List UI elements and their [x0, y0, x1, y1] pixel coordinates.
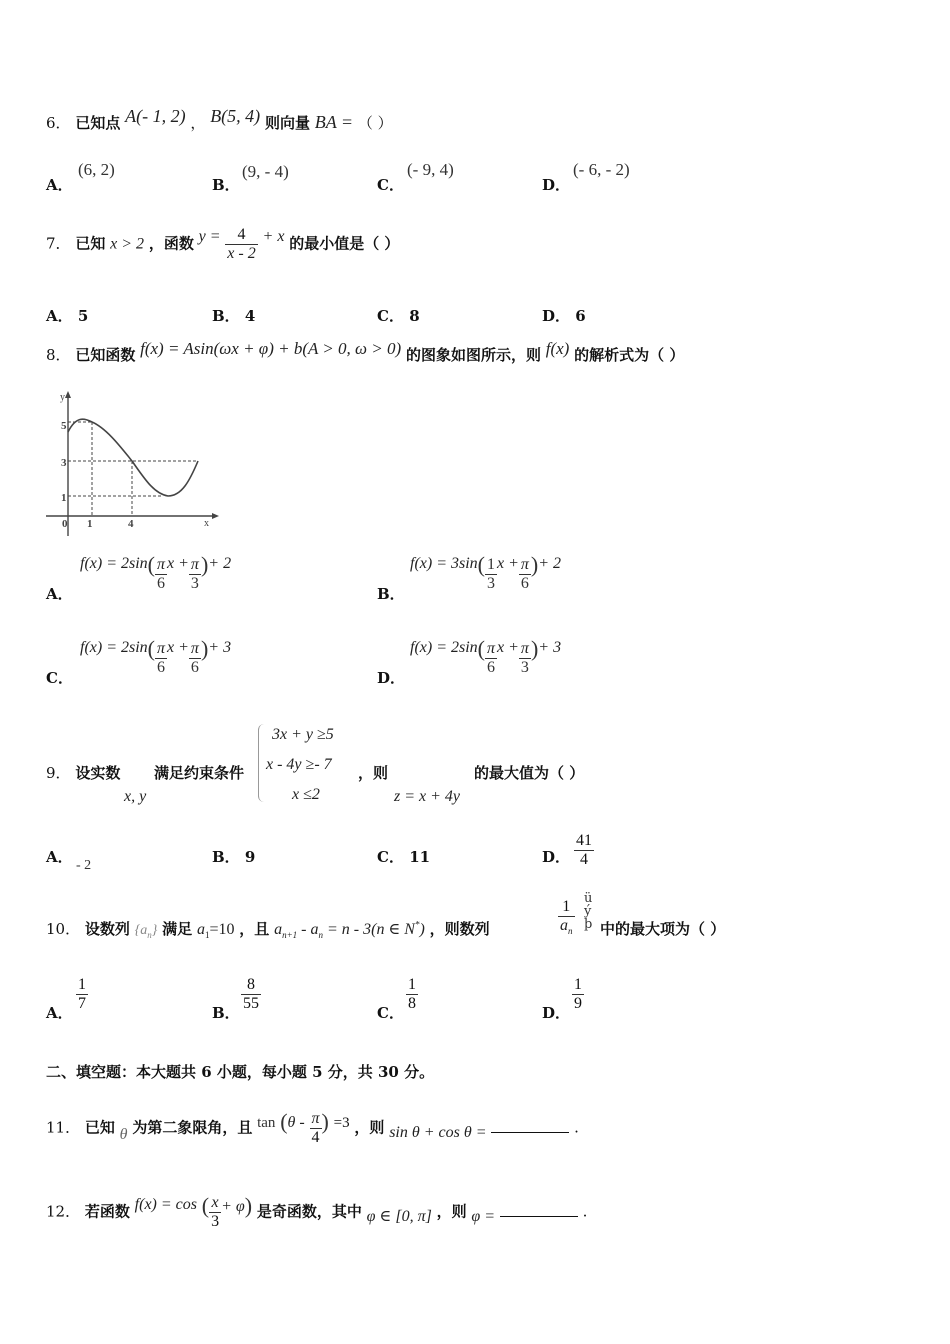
q8-stem-post: 的解析式为（ ） — [574, 346, 685, 364]
q9-constraint-1: 3x + y ≥5 — [272, 726, 334, 743]
q8-b-rparen: ) — [530, 552, 539, 578]
q8-b-lparen: ( — [477, 552, 485, 578]
q11-frac-den: 4 — [310, 1128, 322, 1147]
q12-lparen: ( — [201, 1192, 210, 1218]
q11-frac-num: π — [311, 1110, 320, 1127]
q9-option-a-label: A． — [46, 848, 73, 866]
q8-c-pre: f(x) = 2sin — [80, 639, 148, 657]
q8-d-mid: x + — [497, 639, 519, 657]
q8-option-b-value — [410, 552, 562, 593]
q10-a1-val: =10 — [209, 921, 235, 938]
q7-option-c — [377, 305, 420, 326]
q7-option-d-value: 6 — [575, 307, 586, 325]
q10-option-d-label: D． — [542, 1004, 571, 1022]
q11-then: ，则 — [354, 1118, 385, 1137]
q10-seq: $\{a_n\}$ — [134, 923, 158, 940]
q10-rec3-sup: * — [414, 919, 420, 930]
q7-option-b-label: B． — [212, 307, 240, 325]
q8-a-mid: x + — [167, 555, 189, 573]
q8-c-frac1-den: 6 — [155, 658, 167, 677]
q11-tan: tan — [257, 1114, 276, 1131]
q10-inv-den-sub: n — [568, 926, 573, 937]
q6-option-a-value: (6, 2) — [78, 160, 115, 179]
q9-brace — [258, 724, 265, 802]
q9-option-c — [377, 846, 430, 867]
q7-option-a-label: A． — [46, 307, 73, 325]
q8-a-pre: f(x) = 2sin — [80, 555, 148, 573]
q10-stem-pre: 设数列 — [84, 920, 130, 938]
q8-option-d-label: D． — [377, 669, 406, 687]
q9-option-d-num: 41 — [576, 832, 592, 849]
q8-c-mid: x + — [167, 639, 189, 657]
q7-stem-pre: 已知 — [75, 234, 106, 253]
q8-b-pre: f(x) = 3sin — [410, 555, 478, 573]
q8-d-lparen: ( — [477, 636, 485, 662]
q10-option-c-value — [406, 976, 418, 1013]
q8-d-frac1 — [485, 640, 497, 677]
q11-stem-pre: 已知 — [84, 1118, 115, 1137]
q6-option-d-label: D． — [542, 176, 571, 194]
q7-option-c-value: 8 — [409, 307, 420, 325]
q8-stem-mid: 的图象如图所示，则 — [405, 346, 541, 364]
q10-inv-den — [558, 916, 575, 936]
q10-inv-den-a: a — [560, 917, 568, 934]
q9-then: ，则 — [358, 764, 389, 782]
question-9 — [46, 762, 120, 783]
q8-number: 8． — [46, 346, 71, 364]
question-6 — [46, 106, 393, 133]
q10-option-a-value — [76, 976, 88, 1013]
q6-number: 6． — [46, 114, 71, 132]
q7-fraction-num: 4 — [237, 226, 246, 243]
q9-stem-mid: 满足约束条件 — [154, 764, 245, 782]
q8-a-frac2 — [189, 556, 201, 593]
q9-stem-pre: 设实数 — [75, 764, 121, 782]
q12-answer-blank[interactable] — [500, 1202, 578, 1217]
q10-rec-a: a — [274, 921, 283, 938]
q8-d-rparen: ) — [530, 636, 539, 662]
question-12 — [46, 1194, 587, 1231]
q8-b-frac2-den: 6 — [519, 574, 531, 593]
q9-option-b — [212, 846, 255, 867]
q11-stem-mid: 为第二象限角，且 — [132, 1118, 253, 1137]
q8-d-post: + 3 — [538, 639, 562, 657]
q10-option-b-label: B． — [212, 1004, 240, 1022]
q10-recurrence — [274, 919, 425, 941]
q10-seq-sub: n — [147, 929, 152, 940]
question-11 — [46, 1110, 579, 1147]
q7-option-d — [542, 305, 586, 326]
q12-expr: φ = — [471, 1207, 496, 1225]
q6-answer-paren: （ ） — [357, 114, 393, 132]
q8-c-frac2-den: 6 — [189, 658, 201, 677]
q9-option-d-label: D． — [542, 848, 571, 866]
q8-graph-x-label: x — [204, 518, 209, 529]
q6-option-a-label: A． — [46, 176, 73, 194]
q8-a-lparen: ( — [147, 552, 155, 578]
q8-d-frac2-num: π — [520, 640, 529, 657]
q12-fraction — [209, 1194, 221, 1231]
q7-option-a-value: 5 — [77, 307, 89, 325]
q6-comma: ， — [190, 114, 206, 132]
q10-option-c-label: C． — [377, 1004, 404, 1022]
q6-vector: BA = — [314, 112, 354, 132]
q12-func: f(x) = cos — [134, 1195, 197, 1213]
q8-d-frac2 — [519, 640, 531, 677]
q8-b-frac1 — [485, 556, 497, 593]
q8-c-frac2 — [189, 640, 201, 677]
q6-point-b: B(5, 4) — [210, 106, 261, 126]
q8-option-b-label: B． — [377, 585, 405, 603]
q11-lparen: ( — [280, 1108, 288, 1134]
q6-stem-mid: 则向量 — [264, 114, 310, 132]
q8-a-frac1 — [155, 556, 167, 593]
q8-option-a-label: A． — [46, 585, 73, 603]
q8-a-frac1-num: π — [157, 556, 166, 573]
section-title-fill-in: 二、填空题：本大题共 6 小题，每小题 5 分，共 30 分。 — [46, 1063, 435, 1081]
q8-c-frac1 — [155, 640, 167, 677]
question-10 — [46, 918, 490, 940]
q8-b-mid: x + — [497, 555, 519, 573]
q6-option-c-label: C． — [377, 176, 404, 194]
q8-graph — [44, 388, 224, 540]
q11-number: 11． — [46, 1118, 81, 1137]
q10-number: 10． — [46, 920, 81, 938]
q7-option-c-label: C． — [377, 307, 404, 325]
q10-rec3: = n - 3(n ∈ N — [326, 921, 415, 938]
q11-answer-blank[interactable] — [491, 1118, 569, 1133]
q9-objective: z = x + 4y — [394, 788, 461, 805]
q12-stem-pre: 若函数 — [84, 1202, 130, 1221]
q12-condition: φ ∈ [0, π] — [366, 1207, 432, 1225]
q10-rec-sub: n+1 — [282, 930, 298, 941]
q8-graph-origin: 0 — [62, 518, 68, 530]
q10-option-d-value — [572, 976, 584, 1013]
q10-stem-mid1: 满足 — [162, 920, 193, 938]
q9-option-b-value: 9 — [244, 848, 256, 866]
q8-b-frac2 — [519, 556, 531, 593]
q8-graph-ytick-3: 3 — [61, 457, 67, 469]
q8-a-rparen: ) — [200, 552, 209, 578]
q9-stem-post: 的最大值为（ ） — [474, 764, 585, 782]
q7-stem-mid: ，函数 — [148, 234, 194, 253]
q10-stem-post: 中的最大项为（ ） — [600, 920, 726, 938]
q8-a-frac1-den: 6 — [155, 574, 167, 593]
q10-option-c-num: 1 — [408, 976, 416, 993]
q6-point-a: A(- 1, 2) — [125, 106, 186, 126]
q10-option-a-label: A． — [46, 1004, 73, 1022]
q10-option-b-value — [241, 976, 261, 1013]
q10-brace-garble: ü ý þ — [584, 891, 593, 932]
q12-rparen: ) — [244, 1192, 253, 1218]
q9-vars: x, y — [124, 788, 147, 805]
q12-stem-mid: 是奇函数，其中 — [256, 1202, 362, 1221]
q12-end: . — [582, 1202, 588, 1221]
q10-a1 — [196, 921, 235, 941]
q8-graph-ytick-5: 5 — [61, 420, 67, 432]
q8-function: f(x) = Asin(ωx + φ) + b(A > 0, ω > 0) — [140, 339, 402, 358]
q10-rec2: - a — [301, 921, 319, 938]
q8-graph-y-label: y — [60, 392, 65, 403]
q8-c-frac2-num: π — [190, 640, 199, 657]
q6-option-b-label: B． — [212, 176, 240, 194]
q11-rparen: ) — [321, 1108, 329, 1134]
q7-fraction — [225, 226, 257, 263]
q7-option-a — [46, 305, 88, 326]
q10-a1-sub: 1 — [204, 930, 210, 941]
q12-frac-den: 3 — [211, 1213, 220, 1230]
q7-option-b-value: 4 — [244, 307, 256, 325]
q10-option-d-num: 1 — [574, 976, 582, 993]
q11-end: . — [574, 1118, 579, 1137]
q8-graph-xtick-4: 4 — [128, 518, 134, 530]
q8-d-frac1-den: 6 — [485, 658, 497, 677]
q9-option-a-value: - 2 — [76, 858, 92, 873]
q9-option-b-label: B． — [212, 848, 240, 866]
question-7 — [46, 226, 399, 263]
q12-then: ，则 — [436, 1202, 467, 1221]
q12-number: 12． — [46, 1202, 81, 1221]
q9-constraint-3: x ≤2 — [292, 786, 320, 803]
q9-option-d-value — [574, 832, 594, 869]
q10-inv-fraction — [558, 898, 575, 936]
q7-stem-post: 的最小值是（ ） — [289, 234, 400, 253]
q8-option-c-value — [80, 636, 232, 677]
q8-graph-xtick-1: 1 — [87, 518, 93, 530]
q10-option-a-den: 7 — [78, 995, 86, 1012]
q10-rec2-sub: n — [318, 930, 323, 941]
q9-constraint-2: x - 4y ≥- 7 — [266, 756, 332, 773]
q6-option-d-value: (- 6, - 2) — [573, 160, 630, 179]
q6-stem-pre: 已知点 — [75, 114, 121, 132]
q8-d-frac1-num: π — [487, 640, 496, 657]
q8-option-d-value — [410, 636, 562, 677]
q10-option-b-den: 55 — [243, 995, 259, 1012]
q7-func-lhs: y = — [198, 227, 221, 245]
q8-graph-ytick-1: 1 — [61, 492, 67, 504]
q7-option-d-label: D． — [542, 307, 571, 325]
q10-option-a-num: 1 — [78, 976, 86, 993]
q8-c-frac1-num: π — [157, 640, 166, 657]
q8-option-a-value — [80, 552, 232, 593]
q10-seq-a: a — [140, 923, 148, 938]
q7-fraction-den: x - 2 — [227, 245, 256, 262]
q10-a1-a: a — [196, 921, 205, 938]
q8-graph-curve — [68, 419, 198, 496]
q11-theta: θ — [119, 1125, 128, 1143]
q12-arg-post: + φ — [221, 1197, 245, 1215]
q11-expr: sin θ + cos θ = — [389, 1123, 487, 1141]
q8-graph-x-arrow — [212, 513, 219, 519]
question-8 — [46, 339, 685, 365]
q9-option-c-value: 11 — [409, 848, 431, 866]
q10-option-b-num: 8 — [247, 976, 255, 993]
q8-b-frac2-num: π — [520, 556, 529, 573]
q8-d-frac2-den: 3 — [519, 658, 531, 677]
q8-a-frac2-den: 3 — [189, 574, 201, 593]
q10-stem-mid3: ，则数列 — [429, 920, 490, 938]
q8-c-rparen: ) — [200, 636, 209, 662]
q8-c-lparen: ( — [147, 636, 155, 662]
q9-number: 9． — [46, 764, 71, 782]
q8-b-frac1-num: 1 — [487, 556, 495, 573]
q8-graph-y-arrow — [65, 391, 71, 398]
q10-inv-num: 1 — [562, 898, 571, 915]
q7-option-b — [212, 305, 255, 326]
q8-b-post: + 2 — [538, 555, 562, 573]
q11-eq: =3 — [333, 1114, 350, 1131]
q6-option-c-value: (- 9, 4) — [407, 160, 454, 179]
q9-option-c-label: C． — [377, 848, 404, 866]
q8-option-c-label: C． — [46, 669, 73, 687]
q8-fx: f(x) — [545, 339, 570, 358]
q8-b-frac1-den: 3 — [487, 575, 495, 592]
q11-fraction — [310, 1110, 322, 1147]
q8-a-post: + 2 — [208, 555, 232, 573]
q10-rec4: ) — [419, 921, 425, 938]
q7-number: 7． — [46, 234, 71, 253]
q10-option-d-den: 9 — [574, 995, 582, 1012]
q8-c-post: + 3 — [208, 639, 232, 657]
q8-d-pre: f(x) = 2sin — [410, 639, 478, 657]
q7-condition: x > 2 — [110, 235, 145, 253]
q8-a-frac2-num: π — [190, 556, 199, 573]
q9-option-d-den: 4 — [574, 850, 594, 869]
q6-option-b-value: (9, - 4) — [242, 162, 289, 181]
q10-option-c-den: 8 — [408, 995, 416, 1012]
q8-stem-pre: 已知函数 — [75, 346, 136, 364]
q10-stem-mid2: ，且 — [239, 920, 270, 938]
q12-frac-num: x — [211, 1194, 219, 1211]
q7-func-rhs: + x — [262, 227, 285, 245]
q11-arg-pre: θ - — [287, 1113, 305, 1131]
